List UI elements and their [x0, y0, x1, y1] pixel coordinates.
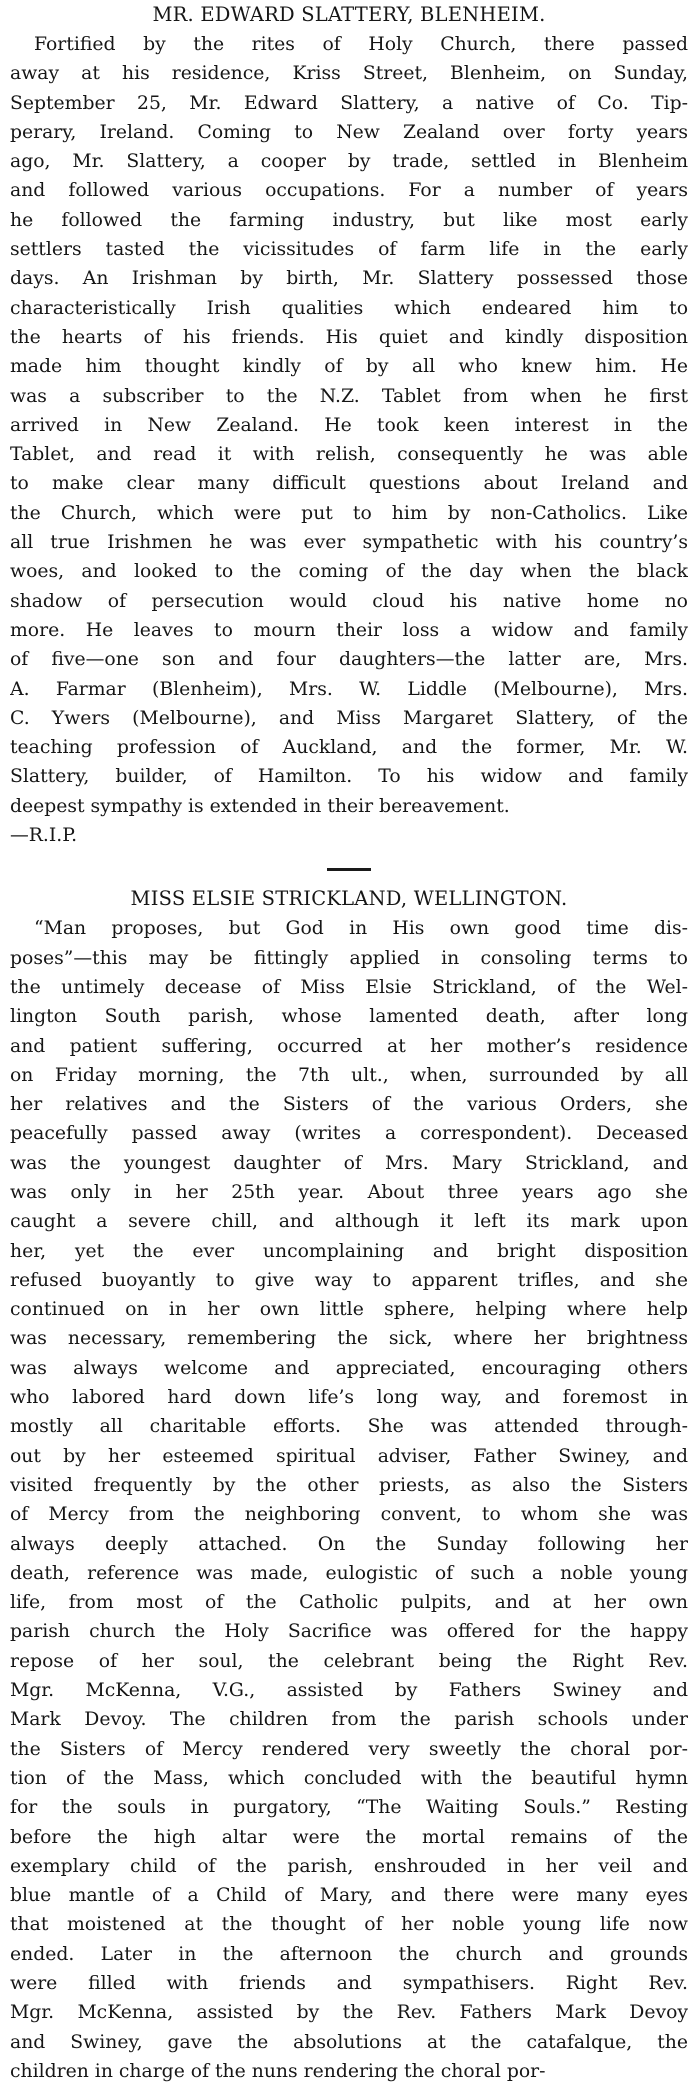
text-line: and followed various occupations. For a number of years [10, 180, 688, 202]
text-line: parish church the Holy Sacrifice was offered for the happy [10, 1621, 688, 1643]
text-line: arrived in New Zealand. He took keen interest in the [10, 414, 688, 436]
text-line: her, yet the ever uncomplaining and bright disposition [10, 1240, 688, 1262]
text-line: lington South parish, whose lamented death, after long [10, 1006, 688, 1028]
text-line: on Friday morning, the 7th ult., when, surrounded by all [10, 1064, 688, 1086]
text-line: —R.I.P. [10, 825, 78, 847]
text-line: Mgr. McKenna, V.G., assisted by Fathers Swiney and [10, 1680, 688, 1702]
text-line: mostly all charitable efforts. She was attended through- [10, 1416, 688, 1438]
text-line: repose of her soul, the celebrant being the Right Rev. [10, 1650, 688, 1672]
text-line: the hearts of his friends. His quiet and kindly disposition [10, 326, 688, 348]
text-line: always deeply attached. On the Sunday following her [10, 1533, 688, 1555]
text-line: life, from most of the Catholic pulpits, and at her own [10, 1592, 688, 1614]
text-line: and Swiney, gave the absolutions at the catafalque, the [10, 2031, 688, 2053]
text-line: perary, Ireland. Coming to New Zealand over forty years [10, 121, 688, 143]
text-line: exemplary child of the parish, enshrouded in her veil and [10, 1855, 688, 1877]
text-line: ended. Later in the afternoon the church and grounds [10, 1943, 688, 1965]
obituary-body-slattery [10, 30, 688, 850]
text-line: woes, and looked to the coming of the day when the black [10, 561, 688, 583]
text-line: caught a severe chill, and although it left its mark upon [10, 1211, 688, 1233]
text-line: to make clear many difficult questions about Ireland and [10, 473, 688, 495]
obituary-body-strickland [10, 914, 688, 2086]
text-line: who labored hard down life’s long way, and foremost in [10, 1387, 688, 1409]
text-line: death, reference was made, eulogistic of such a noble young [10, 1562, 688, 1584]
text-line: teaching profession of Auckland, and the former, Mr. W. [10, 737, 688, 759]
text-line: Slattery, builder, of Hamilton. To his widow and family [10, 766, 688, 788]
text-line: was always welcome and appreciated, encouraging others [10, 1357, 688, 1379]
text-line: settlers tasted the vicissitudes of farm life in the early [10, 239, 688, 261]
text-line: poses”—this may be fittingly applied in consoling terms to [10, 947, 688, 969]
text-line: and patient suffering, occurred at her mother’s residence [10, 1035, 688, 1057]
section-divider [10, 850, 688, 884]
text-line: Mgr. McKenna, assisted by the Rev. Fathers Mark Devoy [10, 2002, 688, 2024]
newspaper-column [10, 0, 688, 2086]
text-line: tion of the Mass, which concluded with the beautiful hymn [10, 1767, 688, 1789]
text-line: before the high altar were the mortal remains of the [10, 1826, 688, 1848]
text-line: he followed the farming industry, but like most early [10, 209, 688, 231]
text-line: continued on in her own little sphere, helping where help [10, 1299, 688, 1321]
text-line: the Sisters of Mercy rendered very sweetly the choral por- [10, 1738, 688, 1760]
text-line: was necessary, remembering the sick, where her brightness [10, 1328, 688, 1350]
text-line: shadow of persecution would cloud his native home no [10, 590, 688, 612]
divider-rule [327, 868, 371, 871]
text-line: were filled with friends and sympathisers. Right Rev. [10, 1973, 688, 1994]
text-line: visited frequently by the other priests, as also the Sisters [10, 1474, 688, 1496]
obituary-heading-strickland: MISS ELSIE STRICKLAND, WELLINGTON. [130, 887, 568, 911]
text-line: C. Ywers (Melbourne), and Miss Margaret Slattery, of the [10, 707, 688, 729]
text-line: Fortified by the rites of Holy Church, there passed [34, 34, 688, 55]
obituary-heading-slattery: MR. EDWARD SLATTERY, BLENHEIM. [152, 3, 546, 26]
text-line: away at his residence, Kriss Street, Blenheim, on Sunday, [10, 63, 688, 85]
text-line: was the youngest daughter of Mrs. Mary Strickland, and [10, 1152, 688, 1174]
text-line: “Man proposes, but God in His own good time dis- [34, 918, 688, 940]
text-line: more. He leaves to mourn their loss a widow and family [10, 619, 688, 641]
text-line: Mark Devoy. The children from the parish schools under [10, 1709, 688, 1731]
text-line: the untimely decease of Miss Elsie Strickland, of the Wel- [10, 976, 688, 998]
text-line: refused buoyantly to give way to apparent trifles, and she [10, 1269, 688, 1291]
text-line: was only in her 25th year. About three years ago she [10, 1181, 688, 1203]
text-line: her relatives and the Sisters of the various Orders, she [10, 1094, 688, 1116]
text-line: characteristically Irish qualities which endeared him to [10, 297, 688, 319]
text-line: that moistened at the thought of her noble young life now [10, 1914, 688, 1936]
text-line: days. An Irishman by birth, Mr. Slattery possessed those [10, 268, 688, 290]
text-line: for the souls in purgatory, “The Waiting Souls.” Resting [10, 1797, 688, 1819]
text-line: A. Farmar (Blenheim), Mrs. W. Liddle (Melbourne), Mrs. [10, 678, 688, 700]
text-line: of five—one son and four daughters—the latter are, Mrs. [10, 649, 688, 671]
text-line: made him thought kindly of by all who knew him. He [10, 356, 688, 378]
text-line: was a subscriber to the N.Z. Tablet from when he first [10, 385, 688, 407]
text-line: all true Irishmen he was ever sympathetic with his country’s [10, 532, 688, 554]
text-line: of Mercy from the neighboring convent, to whom she was [10, 1504, 688, 1526]
text-line: September 25, Mr. Edward Slattery, a native of Co. Tip- [10, 92, 688, 114]
text-line: ago, Mr. Slattery, a cooper by trade, settled in Blenheim [10, 151, 688, 173]
text-line: children in charge of the nuns rendering the choral por- [10, 2060, 546, 2082]
text-line: blue mantle of a Child of Mary, and there were many eyes [10, 1885, 688, 1907]
text-line: out by her esteemed spiritual adviser, Father Swiney, and [10, 1445, 688, 1467]
text-line: peacefully passed away (writes a correspondent). Deceased [10, 1123, 688, 1145]
text-line: Tablet, and read it with relish, consequently he was able [10, 444, 688, 466]
text-line: deepest sympathy is extended in their bereavement. [10, 795, 510, 817]
text-line: the Church, which were put to him by non-Catholics. Like [10, 502, 688, 524]
